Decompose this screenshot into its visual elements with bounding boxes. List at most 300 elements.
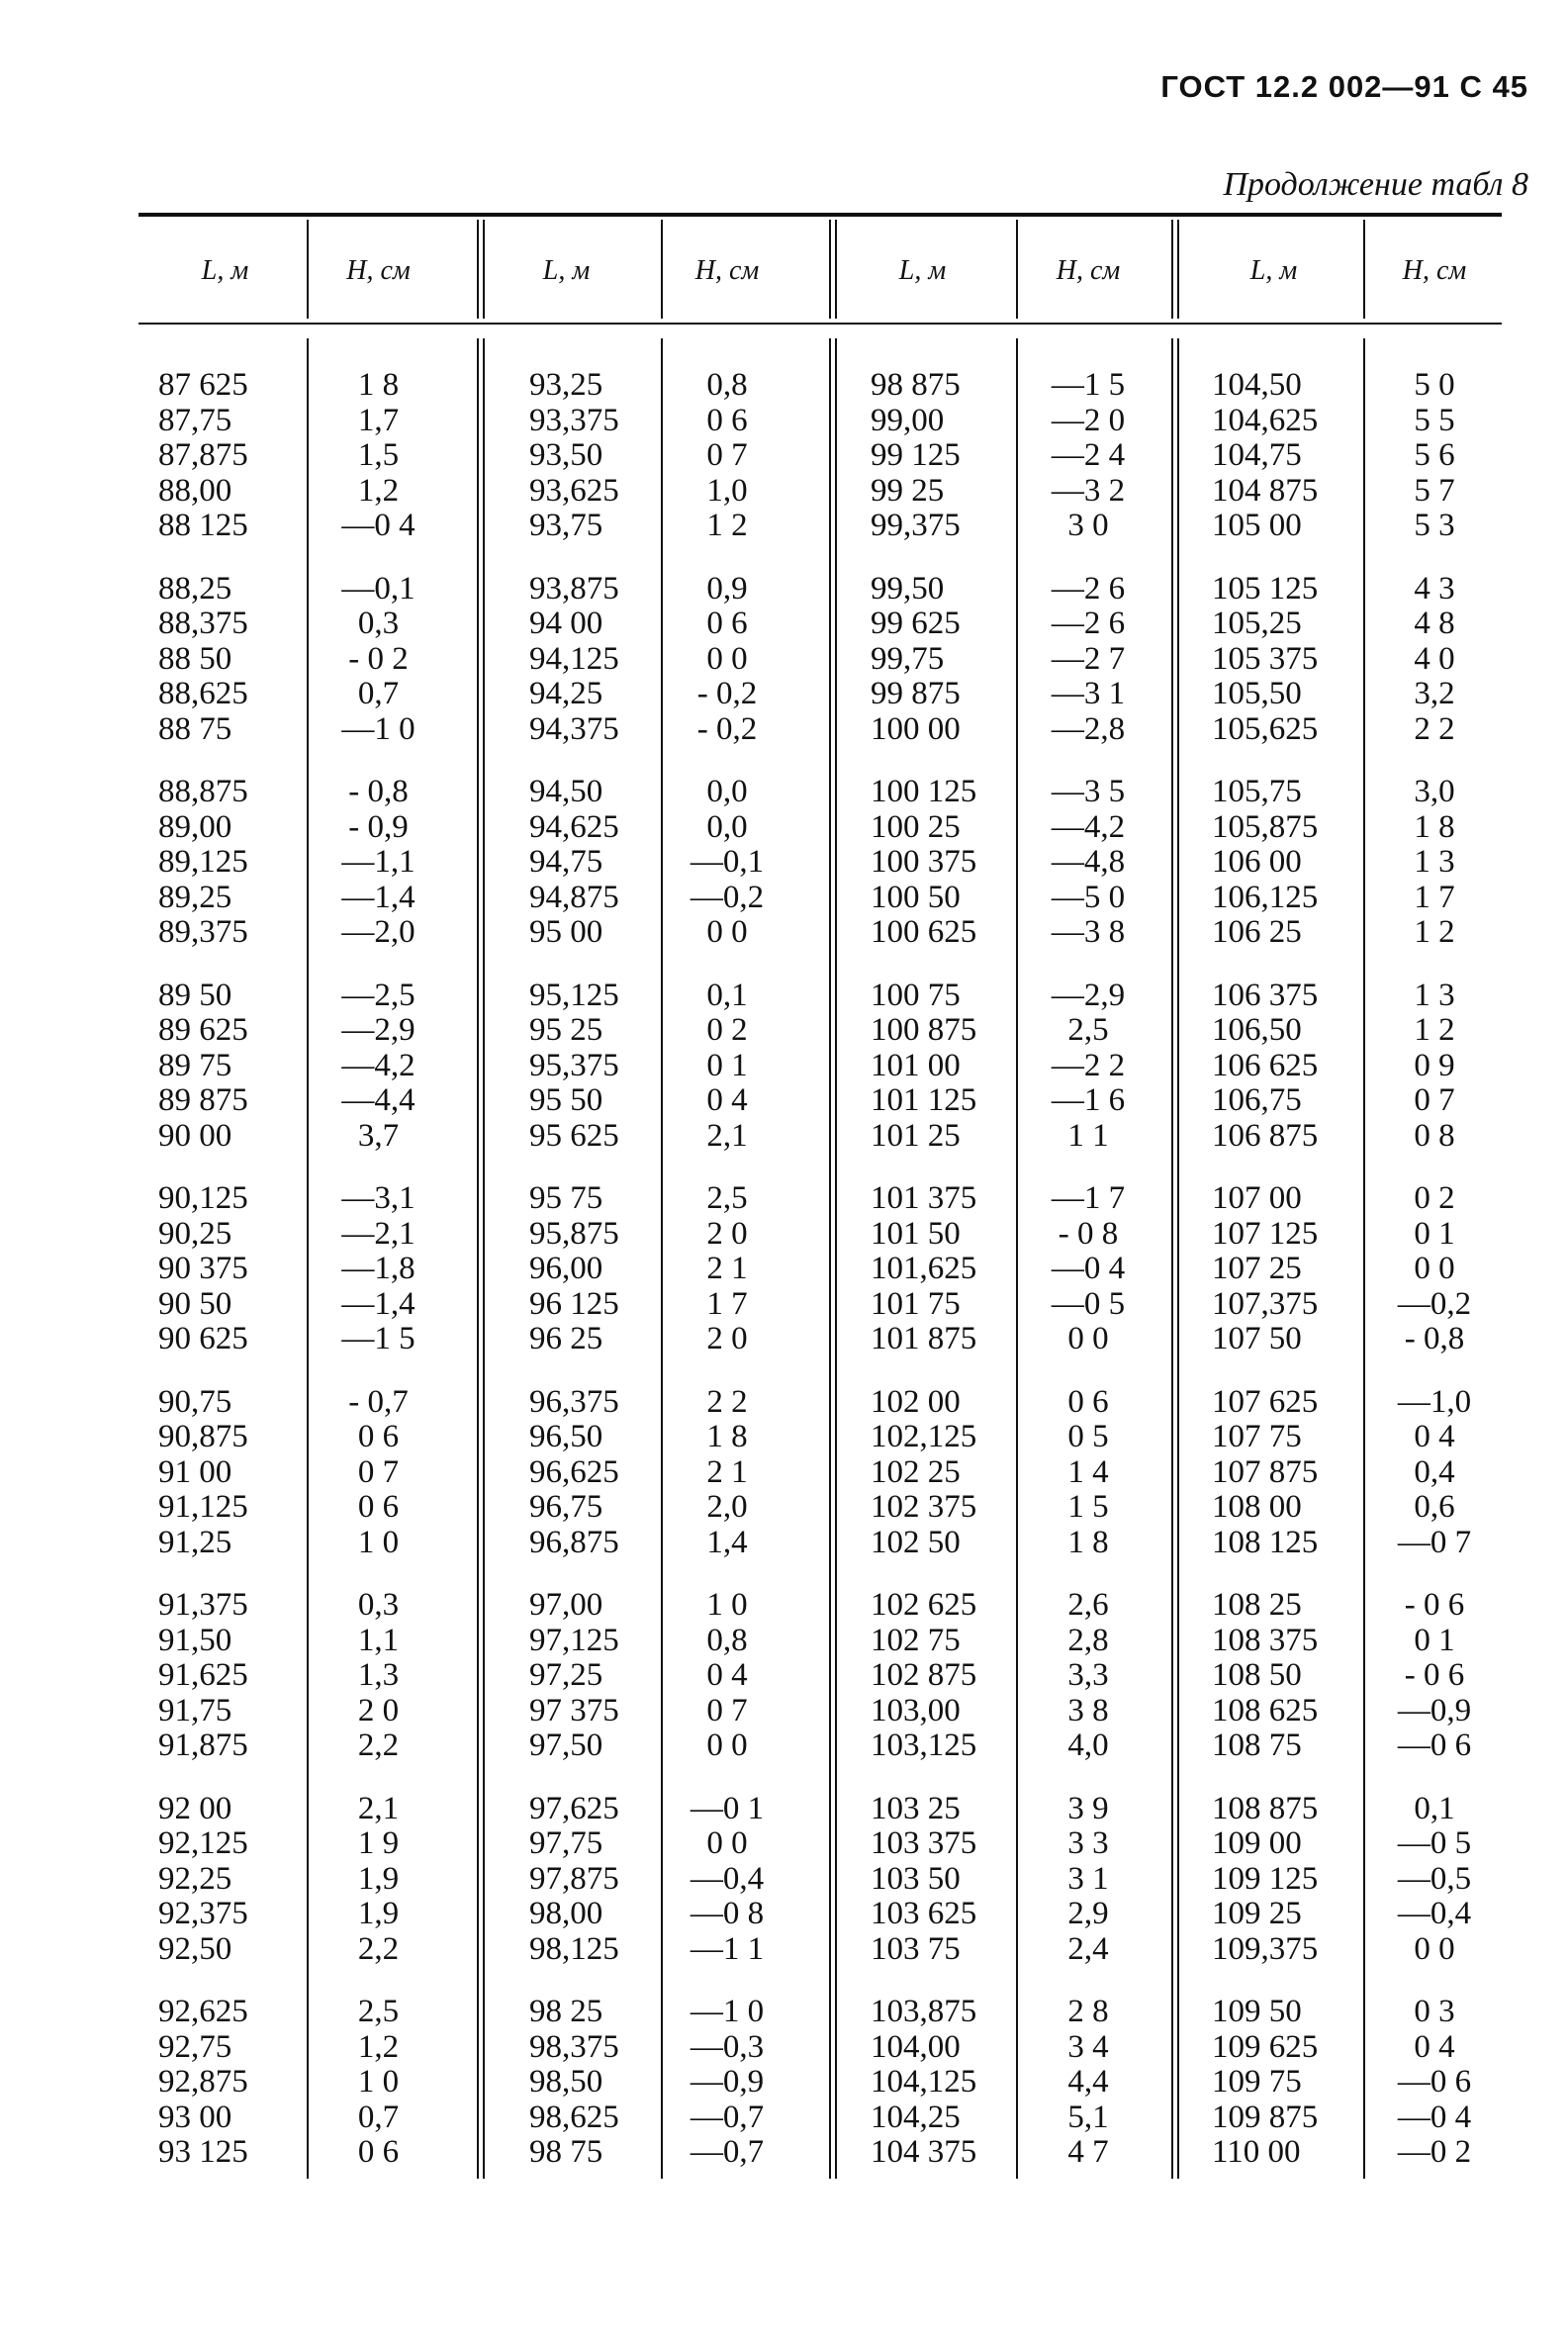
table-cell-height: 1 5 [1067,1489,1109,1525]
table-cell-height: —2 0 [1051,402,1126,438]
table-cell-length: 105,625 [1212,710,1319,747]
table-cell-height: —2,5 [341,977,415,1013]
table-cell-length: 96 125 [529,1285,619,1322]
table-cell-length: 93,25 [529,367,603,403]
table-cell-length: 107 125 [1212,1215,1319,1252]
table-cell-height: 3,7 [357,1117,400,1154]
table-cell-length: 100 75 [871,977,961,1013]
table-cell-length: 100 625 [871,914,977,950]
table-cell-length: 108 25 [1212,1587,1302,1623]
table-cell-height: —2 6 [1051,606,1126,641]
table-cell-length: 107 50 [1212,1321,1302,1356]
table-cell-length: 92,25 [158,1860,232,1897]
table-cell-height: 0 7 [1414,1082,1455,1118]
table-cell-height: 1 8 [706,1419,748,1454]
column-pair-divider [829,220,837,319]
table-cell-height: 2,0 [706,1489,748,1525]
table-cell-height: 0 7 [706,437,748,473]
table-cell-height: —0 4 [341,508,415,543]
table-cell-length: 91,25 [158,1524,232,1560]
table-cell-length: 102 50 [871,1524,961,1560]
table-cell-length: 100 875 [871,1012,977,1048]
table-cell-length: 107 625 [1212,1383,1319,1420]
table-cell-length: 89 875 [158,1082,248,1118]
table-cell-height: 0,7 [357,676,400,711]
table-cell-height: 0 1 [1414,1215,1455,1252]
table-cell-length: 89,125 [158,844,248,880]
column-pair-divider [477,220,485,319]
table-cell-length: 91 00 [158,1453,232,1490]
table-cell-length: 107 00 [1212,1180,1302,1216]
table-cell-height: - 0 8 [1058,1215,1119,1252]
table-cell-length: 88,375 [158,606,248,641]
table-cell-length: 104,50 [1212,367,1302,403]
table-cell-length: 93,875 [529,570,619,607]
table-cell-length: 109 75 [1212,2064,1302,2100]
table-cell-length: 97,75 [529,1825,603,1861]
table-cell-length: 90,875 [158,1419,248,1454]
table-cell-height: 2 0 [706,1215,748,1252]
table-cell-length: 108 75 [1212,1727,1302,1763]
table-cell-length: 91,50 [158,1622,232,1658]
table-cell-length: 102 00 [871,1383,961,1420]
table-cell-length: 109 00 [1212,1825,1302,1861]
table-cell-height: - 0 2 [348,640,409,677]
table-cell-length: 99,75 [871,640,945,677]
column-header-l: L, м [542,255,591,286]
table-cell-height: 0,1 [706,977,748,1013]
table-cell-height: —0,7 [690,2134,765,2170]
table-cell-length: 94 00 [529,606,603,641]
table-cell-height: 0 6 [357,1489,400,1525]
table-cell-height: —2,9 [1051,977,1126,1013]
table-cell-length: 107,375 [1212,1285,1319,1322]
table-cell-length: 96,875 [529,1524,619,1560]
table-cell-height: 2,6 [1067,1587,1109,1623]
table-cell-height: 2,5 [706,1180,748,1216]
table-cell-height: 0 7 [706,1692,748,1728]
table-cell-height: —1,8 [341,1251,415,1286]
table-cell-length: 99 875 [871,676,961,711]
table-cell-height: - 0,8 [348,774,409,809]
table-cell-length: 90 375 [158,1251,248,1286]
table-cell-height: —0 1 [690,1790,765,1826]
column-header-l: L, м [201,255,249,286]
table-cell-length: 99 625 [871,606,961,641]
table-cell-height: —1,4 [341,1285,415,1322]
table-cell-length: 89 50 [158,977,232,1013]
column-divider [1016,220,1018,319]
table-cell-height: 2 2 [706,1383,748,1420]
table-cell-length: 97 375 [529,1692,619,1728]
table-cell-height: 3 8 [1067,1692,1109,1728]
column-pair-divider [829,338,837,2179]
table-cell-height: —0,7 [690,2099,765,2135]
table-cell-length: 92,875 [158,2064,248,2100]
table-cell-length: 101 50 [871,1215,961,1252]
table-cell-height: 2 1 [706,1453,748,1490]
table-cell-height: —1 5 [341,1321,415,1356]
table-cell-length: 102 625 [871,1587,977,1623]
table-cell-height: 1,4 [706,1524,748,1560]
table-cell-length: 88,25 [158,570,232,607]
column-header-l: L, м [898,255,947,286]
table-cell-height: 3,2 [1414,676,1455,711]
table-cell-length: 101 375 [871,1180,977,1216]
table-cell-height: 0,4 [1414,1453,1455,1490]
table-header-rule [138,323,1502,325]
table-cell-height: 1 2 [1414,1012,1455,1048]
table-cell-height: 1 3 [1414,844,1455,880]
table-cell-length: 109 125 [1212,1860,1319,1897]
table-cell-length: 106 875 [1212,1117,1319,1154]
table-cell-length: 95,375 [529,1047,619,1083]
table-cell-length: 88,625 [158,676,248,711]
table-cell-length: 108 00 [1212,1489,1302,1525]
table-cell-length: 90,125 [158,1180,248,1216]
table-cell-height: —0 6 [1397,1727,1472,1763]
table-cell-height: 0 4 [1414,1419,1455,1454]
table-cell-height: 1 9 [357,1825,400,1861]
table-cell-length: 96 25 [529,1321,603,1356]
table-cell-length: 108 375 [1212,1622,1319,1658]
table-cell-height: 4 0 [1414,640,1455,677]
table-cell-length: 98,375 [529,2028,619,2065]
table-cell-length: 104,125 [871,2064,977,2100]
table-cell-length: 96,50 [529,1419,603,1454]
table-cell-height: —3 5 [1051,774,1126,809]
table-cell-height: —3 1 [1051,676,1126,711]
table-cell-height: 2,9 [1067,1896,1109,1931]
table-cell-height: - 0,2 [696,676,758,711]
table-cell-height: 5 5 [1414,402,1455,438]
table-cell-length: 105,875 [1212,808,1319,845]
table-cell-height: - 0 6 [1404,1657,1465,1693]
table-cell-length: 98,50 [529,2064,603,2100]
table-cell-height: —0 5 [1051,1285,1126,1322]
table-cell-height: —4,4 [341,1082,415,1118]
table-cell-height: 1 8 [1067,1524,1109,1560]
column-divider [1363,220,1365,319]
table-cell-height: 0,9 [706,570,748,607]
table-cell-height: 0 6 [357,2134,400,2170]
table-cell-height: 0 0 [1414,1930,1455,1967]
table-cell-height: —0,9 [690,2064,765,2100]
table-cell-height: 0 6 [357,1419,400,1454]
table-cell-length: 93,50 [529,437,603,473]
table-cell-length: 88,00 [158,472,232,509]
table-cell-height: —1,1 [341,844,415,880]
table-cell-length: 93,625 [529,472,619,509]
table-cell-length: 87,75 [158,402,232,438]
table-cell-height: 0,7 [357,2099,400,2135]
table-cell-length: 108 625 [1212,1692,1319,1728]
table-cell-height: 2,2 [357,1727,400,1763]
table-cell-length: 100 25 [871,808,961,845]
table-cell-height: 3,3 [1067,1657,1109,1693]
table-cell-length: 107 875 [1212,1453,1319,1490]
table-cell-height: 1,9 [357,1860,400,1897]
table-cell-height: 0,3 [357,606,400,641]
table-cell-length: 94,50 [529,774,603,809]
table-cell-height: 3 1 [1067,1860,1109,1897]
table-cell-length: 101 875 [871,1321,977,1356]
table-cell-height: 5 3 [1414,508,1455,543]
table-cell-height: —2,1 [341,1215,415,1252]
table-cell-length: 92,125 [158,1825,248,1861]
table-top-rule [138,213,1502,217]
table-cell-length: 109 25 [1212,1896,1302,1931]
table-cell-length: 88 50 [158,640,232,677]
table-cell-length: 106,50 [1212,1012,1302,1048]
table-cell-height: 5 6 [1414,437,1455,473]
table-cell-length: 90,25 [158,1215,232,1252]
table-cell-height: —1 7 [1051,1180,1126,1216]
table-cell-height: 0 7 [357,1453,400,1490]
table-cell-length: 101 125 [871,1082,977,1118]
table-cell-height: 2 8 [1067,1994,1109,2029]
page-header: ГОСТ 12.2 002—91 С 45 [1160,69,1528,104]
table-cell-height: —0,5 [1397,1860,1472,1897]
table-cell-length: 106,125 [1212,879,1319,915]
table-cell-height: —0,4 [1397,1896,1472,1931]
table-cell-height: —1 0 [341,710,415,747]
table-cell-length: 93 00 [158,2099,232,2135]
table-cell-height: 0,3 [357,1587,400,1623]
table-cell-length: 88,875 [158,774,248,809]
table-cell-height: - 0,9 [348,808,409,845]
table-cell-length: 101,625 [871,1251,977,1286]
table-cell-length: 104,75 [1212,437,1302,473]
column-pair-divider [1171,220,1179,319]
table-cell-length: 95,875 [529,1215,619,1252]
table-cell-height: —1 1 [690,1930,765,1967]
table-cell-height: 1,3 [357,1657,400,1693]
table-cell-length: 106 625 [1212,1047,1319,1083]
table-cell-height: —2 4 [1051,437,1126,473]
table-cell-height: —0,2 [1397,1285,1472,1322]
table-cell-length: 102 75 [871,1622,961,1658]
table-cell-height: —0,1 [341,570,415,607]
table-cell-height: 0 4 [706,1082,748,1118]
table-cell-height: —3 8 [1051,914,1126,950]
table-cell-height: —0 4 [1397,2099,1472,2135]
table-cell-height: - 0,2 [696,710,758,747]
table-cell-length: 89,00 [158,808,232,845]
table-cell-length: 90 00 [158,1117,232,1154]
table-cell-height: —2 6 [1051,570,1126,607]
table-cell-height: 5 7 [1414,472,1455,509]
table-cell-height: 3 4 [1067,2028,1109,2065]
table-cell-height: 0,0 [706,808,748,845]
table-cell-length: 97,00 [529,1587,603,1623]
table-cell-length: 109 625 [1212,2028,1319,2065]
table-cell-length: 102 375 [871,1489,977,1525]
table-cell-length: 104 375 [871,2134,977,2170]
table-cell-height: —0 6 [1397,2064,1472,2100]
table-cell-height: 0 0 [1067,1321,1109,1356]
table-cell-length: 106 25 [1212,914,1302,950]
table-cell-height: 3 3 [1067,1825,1109,1861]
table-cell-height: 0 0 [706,1825,748,1861]
table-cell-height: —2 2 [1051,1047,1126,1083]
table-cell-height: 2,4 [1067,1930,1109,1967]
table-cell-length: 89,25 [158,879,232,915]
table-cell-height: —2 7 [1051,640,1126,677]
table-cell-length: 108 875 [1212,1790,1319,1826]
table-cell-height: —1 0 [690,1994,765,2029]
table-cell-length: 104,625 [1212,402,1319,438]
table-cell-height: —0 7 [1397,1524,1472,1560]
table-cell-length: 103,00 [871,1692,961,1728]
table-cell-height: 2,5 [357,1994,400,2029]
table-cell-length: 94,125 [529,640,619,677]
table-cell-length: 96,00 [529,1251,603,1286]
table-cell-height: 1,0 [706,472,748,509]
table-cell-length: 100 00 [871,710,961,747]
table-cell-height: 0 0 [1414,1251,1455,1286]
table-cell-length: 89,375 [158,914,248,950]
table-cell-length: 104,00 [871,2028,961,2065]
table-cell-height: 1,2 [357,472,400,509]
table-cell-length: 102 25 [871,1453,961,1490]
table-cell-height: 1,1 [357,1622,400,1658]
table-cell-length: 91,75 [158,1692,232,1728]
table-cell-height: 1,2 [357,2028,400,2065]
table-cell-length: 94,25 [529,676,603,711]
table-cell-length: 109 50 [1212,1994,1302,2029]
table-cell-length: 91,375 [158,1587,248,1623]
table-cell-length: 99,50 [871,570,945,607]
table-cell-length: 94,375 [529,710,619,747]
table-cell-height: —0 4 [1051,1251,1126,1286]
table-cell-length: 103,125 [871,1727,977,1763]
table-cell-length: 98,625 [529,2099,619,2135]
table-cell-height: 1,5 [357,437,400,473]
table-cell-length: 95,125 [529,977,619,1013]
table-cell-length: 98 875 [871,367,961,403]
table-cell-length: 103 625 [871,1896,977,1931]
table-cell-length: 104,25 [871,2099,961,2135]
table-cell-height: —2,0 [341,914,415,950]
table-cell-length: 97,50 [529,1727,603,1763]
table-cell-length: 93 125 [158,2134,248,2170]
table-cell-length: 98 25 [529,1994,603,2029]
table-cell-length: 103 25 [871,1790,961,1826]
table-continuation-caption: Продолжение табл 8 [1223,166,1528,203]
table-cell-length: 91,875 [158,1727,248,1763]
table-cell-height: 4 7 [1067,2134,1109,2170]
table-cell-height: 0 1 [706,1047,748,1083]
table-cell-length: 101 75 [871,1285,961,1322]
column-header-h: H, см [1056,255,1121,286]
table-cell-height: —4,2 [341,1047,415,1083]
table-cell-length: 106 00 [1212,844,1302,880]
table-cell-height: 1 8 [1414,808,1455,845]
table-cell-length: 109 875 [1212,2099,1319,2135]
table-cell-height: —0,4 [690,1860,765,1897]
table-cell-height: 4 8 [1414,606,1455,641]
table-cell-height: 1 8 [357,367,400,403]
table-cell-height: - 0,7 [348,1383,409,1420]
column-header-l: L, м [1249,255,1298,286]
table-cell-height: 4,0 [1067,1727,1109,1763]
table-cell-length: 92 00 [158,1790,232,1826]
table-cell-height: 2,8 [1067,1622,1109,1658]
table-cell-height: - 0 6 [1404,1587,1465,1623]
table-cell-height: 2 0 [357,1692,400,1728]
table-cell-length: 107 75 [1212,1419,1302,1454]
table-cell-length: 99 25 [871,472,945,509]
table-cell-height: —1 6 [1051,1082,1126,1118]
column-divider [661,220,663,319]
table-cell-length: 105,50 [1212,676,1302,711]
table-cell-height: 0 0 [706,1727,748,1763]
table-cell-length: 103,875 [871,1994,977,2029]
table-cell-length: 99,375 [871,508,961,543]
table-cell-length: 94,75 [529,844,603,880]
table-cell-length: 109,375 [1212,1930,1319,1967]
table-cell-length: 100 125 [871,774,977,809]
table-cell-height: 2 1 [706,1251,748,1286]
table-cell-height: 1 3 [1414,977,1455,1013]
table-cell-length: 95 00 [529,914,603,950]
table-cell-length: 108 125 [1212,1524,1319,1560]
column-header-h: H, см [1402,255,1467,286]
table-cell-height: - 0,8 [1404,1321,1465,1356]
table-cell-height: 0 3 [1414,1994,1455,2029]
table-cell-length: 87,875 [158,437,248,473]
table-cell-length: 107 25 [1212,1251,1302,1286]
table-cell-height: 0,1 [1414,1790,1455,1826]
table-cell-length: 92,625 [158,1994,248,2029]
table-cell-height: —2,9 [341,1012,415,1048]
table-cell-height: 0 6 [706,606,748,641]
table-cell-height: 3,0 [1414,774,1455,809]
table-cell-length: 88 125 [158,508,248,543]
table-cell-height: 2,5 [1067,1012,1109,1048]
table-cell-height: —3,1 [341,1180,415,1216]
table-cell-height: 0,6 [1414,1489,1455,1525]
table-cell-length: 105 00 [1212,508,1302,543]
table-cell-length: 98,125 [529,1930,619,1967]
table-cell-height: —2,8 [1051,710,1126,747]
table-cell-length: 103 75 [871,1930,961,1967]
table-cell-height: —5 0 [1051,879,1126,915]
table-cell-height: 0,0 [706,774,748,809]
table-cell-length: 104 875 [1212,472,1319,509]
table-cell-length: 97,25 [529,1657,603,1693]
table-cell-length: 106,75 [1212,1082,1302,1118]
table-cell-length: 99 125 [871,437,961,473]
table-cell-height: 1,7 [357,402,400,438]
table-cell-height: 1 7 [706,1285,748,1322]
table-cell-length: 91,125 [158,1489,248,1525]
table-cell-length: 92,375 [158,1896,248,1931]
table-cell-height: 1 0 [357,2064,400,2100]
table-cell-height: —0 5 [1397,1825,1472,1861]
table-cell-height: 0,8 [706,1622,748,1658]
table-cell-length: 105 125 [1212,570,1319,607]
table-cell-length: 96,75 [529,1489,603,1525]
table-cell-height: —0,9 [1397,1692,1472,1728]
table-cell-length: 100 375 [871,844,977,880]
column-pair-divider [477,338,485,2179]
table-cell-height: 0 9 [1414,1047,1455,1083]
table-cell-height: —4,2 [1051,808,1126,845]
table-cell-length: 89 75 [158,1047,232,1083]
table-cell-height: 1,9 [357,1896,400,1931]
